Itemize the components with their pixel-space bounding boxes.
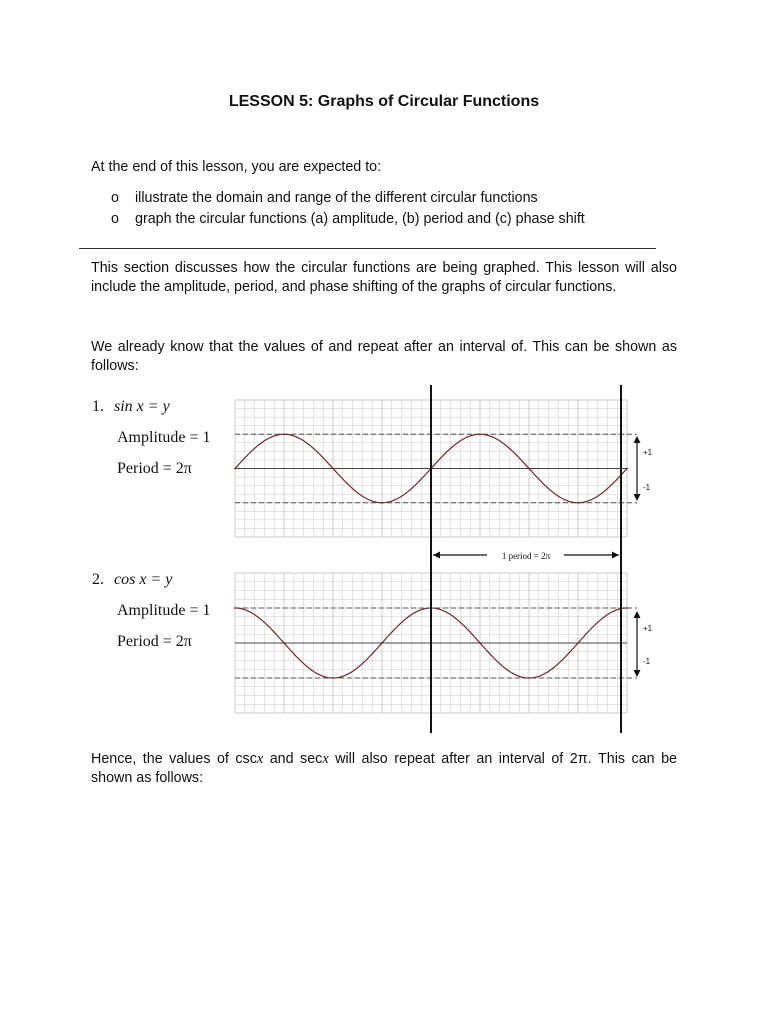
cos-equation: cos x = y <box>114 571 173 588</box>
sin-data-point <box>430 468 432 470</box>
cos-data-point <box>577 642 579 644</box>
sin-graph-label <box>92 398 170 416</box>
hence-paragraph <box>91 750 677 788</box>
sin-grid <box>235 400 637 537</box>
graph-number: 2. <box>92 571 104 588</box>
cos-data-point <box>332 677 334 679</box>
cos-grid <box>235 573 637 713</box>
cos-amplitude: Amplitude = 1 <box>117 602 211 619</box>
repeat-paragraph: We already know that the values of and repeat after an interval of. This can be shown as follows: <box>91 339 677 374</box>
sin-amplitude: Amplitude = 1 <box>117 429 211 446</box>
cos-graph-label <box>92 571 172 589</box>
hence-text-2: and sec <box>263 751 323 767</box>
period-arrow <box>433 551 619 561</box>
objective-text: graph the circular functions (a) amplitude, (b) period and (c) phase shift <box>135 210 585 227</box>
objective-item <box>111 188 691 209</box>
amp-bottom-label: -1 <box>643 483 651 492</box>
sin-data-point <box>479 433 481 435</box>
cos-curve <box>235 608 627 678</box>
objective-text: illustrate the domain and range of the different circular functions <box>135 190 538 207</box>
sin-data-point <box>626 468 628 470</box>
sin-data-point <box>381 502 383 504</box>
graph-number: 1. <box>92 398 104 415</box>
sin-data-point <box>528 468 530 470</box>
hence-var-2: x <box>322 751 329 767</box>
cos-data-point <box>528 677 530 679</box>
cos-data-point <box>479 642 481 644</box>
amp-top-label: +1 <box>643 624 653 633</box>
period-marker-label: 1 period = 2π <box>501 551 551 561</box>
sin-amplitude-arrow <box>634 436 653 501</box>
intro-text: At the end of this lesson, you are expected to: <box>91 159 382 175</box>
hence-var-1: x <box>256 751 264 767</box>
bullet-marker: o <box>111 190 119 207</box>
cos-data-point <box>430 607 432 609</box>
cos-amplitude-arrow <box>634 611 653 677</box>
curve-layer <box>234 433 628 679</box>
objectives-list <box>111 188 691 229</box>
objective-item <box>111 209 691 230</box>
sin-data-point <box>332 468 334 470</box>
sin-data-point <box>577 502 579 504</box>
sin-curve <box>235 434 627 503</box>
sin-data-point <box>234 468 236 470</box>
section-divider <box>79 248 656 249</box>
sin-data-point <box>283 433 285 435</box>
cos-period: Period = 2π <box>117 633 192 650</box>
amp-bottom-label: -1 <box>643 657 651 666</box>
cos-data-point <box>283 642 285 644</box>
hence-text-3: will also repeat after an interval of 2π. This can be shown as follows: <box>91 751 677 786</box>
lesson-title: LESSON 5: Graphs of Circular Functions <box>228 93 540 110</box>
hence-text-1: Hence, the values of csc <box>91 751 257 767</box>
sin-equation: sin x = y <box>114 398 170 415</box>
cos-data-point <box>381 642 383 644</box>
sin-period: Period = 2π <box>117 460 192 477</box>
amp-top-label: +1 <box>643 448 653 457</box>
cos-data-point <box>234 607 236 609</box>
bullet-marker: o <box>111 210 119 227</box>
section-paragraph: This section discusses how the circular functions are being graphed. This lesson will also include the amplitude, period, and phase shifting of the graphs of circular functions. <box>91 260 677 295</box>
cos-data-point <box>626 607 628 609</box>
